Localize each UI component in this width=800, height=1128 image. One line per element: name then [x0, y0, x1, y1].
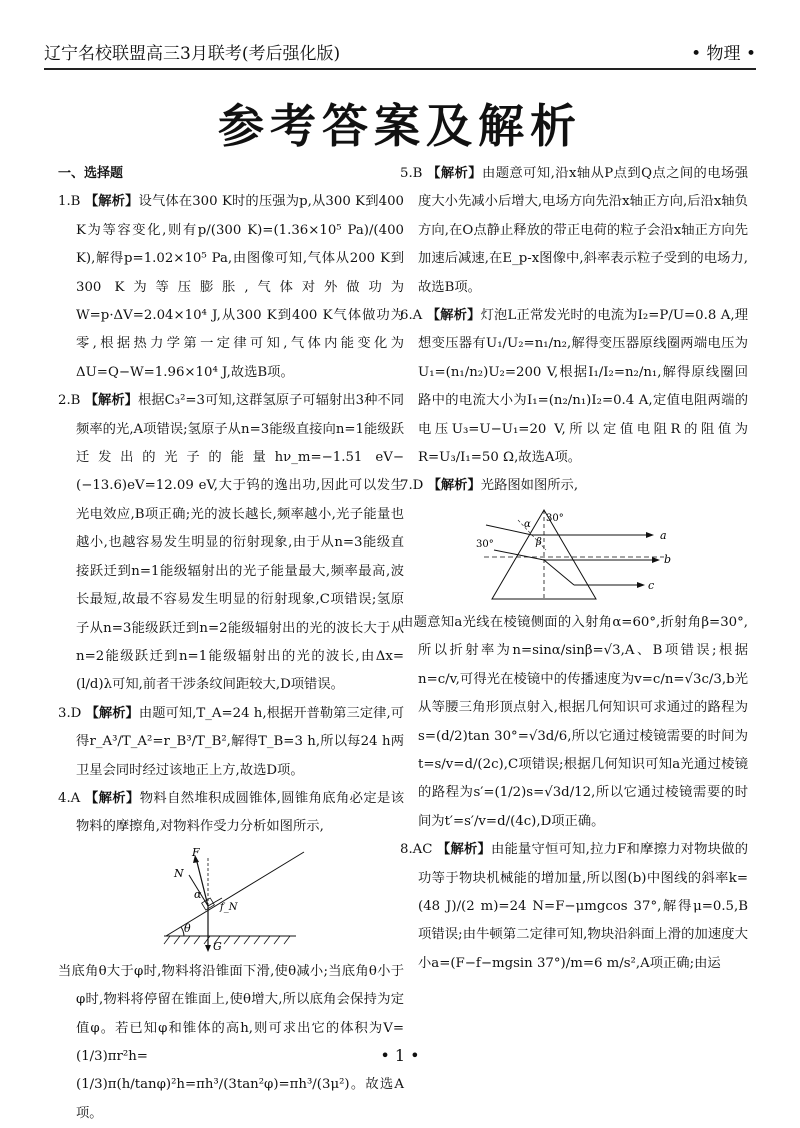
force-label-fN: f_N [220, 901, 238, 913]
answer-item-7: 7.D 【解析】光路图如图所示, [400, 478, 579, 494]
answer-item-4: 4.A 【解析】物料自然堆积成圆锥体,圆锥角底角必定是该物料的摩擦角,对物料作受力分析如图所示, [58, 790, 405, 835]
page-title: 参考答案及解析 [218, 99, 582, 153]
light-path-diagram [474, 505, 674, 605]
optics-label-30-left: 30° [476, 538, 494, 550]
force-label-G: G [213, 939, 222, 953]
answer-item-5: 5.B 【解析】由题意可知,沿x轴从P点到Q点之间的电场强度大小先减小后增大,电场方向先沿x轴正方向,后沿x轴负方向,在O点静止释放的带正电荷的粒子会沿x轴正方向先加速后减速,在E_p-x图像中,斜率表示粒子受到的电场力,故选B项。 [400, 166, 749, 295]
force-label-F: F [192, 845, 200, 859]
force-label-theta: θ [184, 921, 191, 935]
left-column [58, 160, 404, 1128]
force-label-alpha: α [194, 887, 202, 901]
answer-item-4-cont: 当底角θ大于φ时,物料将沿锥面下滑,使θ减小;当底角θ小于φ时,物料将停留在锥面上,使θ增大,所以底角会保持为定值φ。若已知φ和锥体的高h,则可求出它的体积为V=(1/3)πr²h=(1/3)π(h/tanφ)²h=πh³/(3tan²φ)=πh³/(3μ²)。故选A项。 [58, 963, 404, 1121]
answer-item-8: 8.AC 【解析】由能量守恒可知,拉力F和摩擦力对物块做的功等于物块机械能的增加量,所以图(b)中图线的斜率k=(48 J)/(2 m)=24 N=F−μmgcos 37°,解得μ=0.5,B项错误;由牛顿第二定律可知,物块沿斜面上滑的加速度大小a=(F−f−mgsin 37°)/m=6 m/s²,A项正确;由运 [400, 842, 749, 971]
optics-label-alpha: α [524, 518, 531, 530]
answer-item-3: 3.D 【解析】由题可知,T_A=24 h,根据开普勒第三定律,可得r_A³/T_A²=r_B³/T_B²,解得T_B=3 h,所以每24 h两卫星会同时经过该地正上方,故选D项。 [58, 705, 404, 778]
answer-item-1: 1.B 【解析】设气体在300 K时的压强为p,从300 K到400 K为等容变化,则有p/(300 K)=(1.36×10⁵ Pa)/(400 K),解得p=1.02×10⁵ Pa,由图像可知,气体从200 K到300 K为等压膨胀,气体对外做功为W=p·ΔV=2.04×10⁴ J,从300 K到400 K气体做功为零,根据热力学第一定律可知,气体内能变化为ΔU=Q−W=1.96×10⁴ J,故选B项。 [58, 194, 405, 380]
force-label-N: N [174, 866, 184, 880]
page-number: • 1 • [380, 1046, 420, 1065]
answer-item-7-cont: 由题意知a光线在棱镜侧面的入射角α=60°,折射角β=30°,所以折射率为n=sinα/sinβ=√3,A、B项错误;根据n=c/v,可得光在棱镜中的传播速度为v=c/n=√3c/3,b光从等腰三角形顶点射入,根据几何知识可求通过的路程为s=(d/2)tan 30°=√3d/6,所以它通过棱镜需要的时间为t=s/v=d/(2c),C项错误;根据几何知识可知a光通过棱镜的路程为s′=(1/2)s=√3d/12,所以它通过棱镜需要的时间为t′=s′/v=d/(4c),D项正确。 [400, 614, 748, 829]
section-heading: 一、选择题 [58, 166, 124, 181]
optics-label-c: c [648, 578, 655, 592]
answer-item-6: 6.A 【解析】灯泡L正常发光时的电流为I₂=P/U=0.8 A,理想变压器有U₁/U₂=n₁/n₂,解得变压器原线圈两端电压为U₁=(n₁/n₂)U₂=200 V,根据I₁/I₂=n₂/n₁,解得原线圈回路中的电流大小为I₁=(n₂/n₁)I₂=0.4 A,定值电阻两端的电压U₃=U−U₁=20 V,所以定值电阻R的阻值为R=U₃/I₁=50 Ω,故选A项。 [400, 308, 749, 466]
right-column [400, 160, 748, 978]
header-subject: • 物理 • [691, 44, 756, 64]
optics-label-a: a [660, 528, 667, 542]
force-diagram [156, 846, 306, 954]
optics-label-b: b [664, 552, 672, 566]
page-header [44, 36, 756, 70]
optics-label-beta: β [536, 536, 542, 548]
header-exam-name: 辽宁名校联盟高三3月联考(考后强化版) [44, 44, 341, 64]
answer-item-2: 2.B 【解析】根据C₃²=3可知,这群氢原子可辐射出3种不同频率的光,A项错误;氢原子从n=3能级直接向n=1能级跃迁发出的光子的能量hν_m=−1.51 eV−(−13.6)eV=12.09 eV,大于钨的逸出功,因此可以发生光电效应,B项正确;光的波长越长,频率越小,光子能量也越小,也越容易发生明显的衍射现象,由于从n=3能级直接跃迁到n=1能级辐射出的光子能量最大,频率最高,波长最短,故最不容易发生明显的衍射现象,C项错误;氢原子从n=3能级跃迁到n=2能级辐射出的光的波长大于从n=2能级跃迁到n=1能级辐射出的光的波长,由Δx=(l/d)λ可知,前者干涉条纹间距较大,D项错误。 [58, 393, 405, 693]
optics-label-30-top: 30° [546, 512, 564, 524]
